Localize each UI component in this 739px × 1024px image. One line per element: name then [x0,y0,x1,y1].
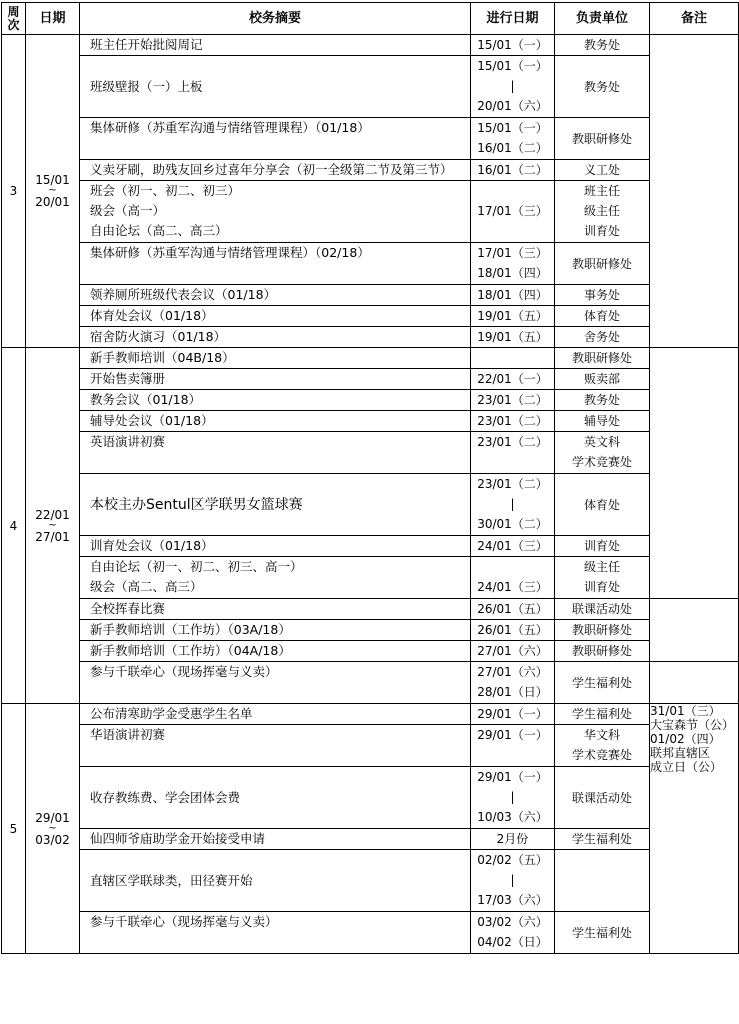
summary-cell [80,411,471,432]
summary-cell-line: 领养厕所班级代表会议（01/18） [90,287,277,302]
unit-cell [555,536,650,557]
header-unit: 负责单位 [555,3,650,35]
summary-cell [80,306,471,327]
unit-cell-line: 贩卖部 [583,372,620,386]
date-cell-line: 23/01（二） [477,414,548,428]
summary-cell-line: 集体研修（苏重军沟通与情绪管理课程）（02/18） [90,245,370,260]
summary-cell [80,725,471,767]
unit-cell-line: 教职研修处 [571,644,632,658]
date-cell-line: 27/01（六） [477,644,548,658]
unit-cell [555,474,650,536]
remark-line: 成立日（公） [650,760,723,774]
unit-cell [555,641,650,662]
week-number: 5 [2,704,26,954]
unit-cell [555,829,650,850]
date-cell [471,348,555,369]
summary-cell-line: 新手教师培训（04B/18） [90,350,235,365]
table-row [2,599,739,620]
date-cell-line: 18/01（四） [477,288,548,302]
unit-cell [555,160,650,181]
unit-cell-line: 训育处 [583,580,620,594]
date-cell-line: 17/01（三） [477,246,548,260]
unit-cell-line: 体育处 [583,497,620,512]
header-row [2,3,739,35]
date-cell-line: 18/01（四） [477,266,548,280]
remark-cell [650,704,739,954]
date-cell-line: 30/01（二） [477,517,548,531]
header-remark: 备注 [650,3,739,35]
unit-cell-line: 体育处 [583,309,620,323]
summary-cell-line: 辅导处会议（01/18） [90,413,214,428]
table-row [2,474,739,536]
date-cell-line: 15/01（一） [477,121,548,135]
remark-cell [650,348,739,599]
date-cell [471,767,555,829]
date-cell-line: 23/01（二） [477,477,548,491]
unit-cell-line: 训育处 [583,224,620,238]
unit-cell-line: 教职研修处 [571,131,632,146]
unit-cell [555,411,650,432]
table-row [2,557,739,599]
date-cell-line: 19/01（五） [477,330,548,344]
date-cell [471,850,555,912]
remark-line: 联邦直辖区 [650,746,711,760]
summary-cell-line: 英语演讲初赛 [90,434,166,449]
date-cell [471,56,555,118]
summary-cell-line: 班主任开始批阅周记 [90,37,203,52]
date-cell-line: 03/02（六） [477,915,548,929]
unit-cell [555,327,650,348]
unit-cell-line: 训育处 [583,539,620,553]
unit-cell-line: 学生福利处 [571,707,632,721]
summary-cell-line: 参与千联牵心（现场挥毫与义卖） [90,914,278,929]
summary-cell-line: 班级壁报（一）上板 [90,78,203,94]
unit-cell [555,285,650,306]
unit-cell [555,369,650,390]
table-row [2,35,739,56]
unit-cell [555,850,650,912]
unit-cell-line: 班主任 [583,184,620,198]
unit-cell [555,725,650,767]
date-cell-line: 27/01（六） [477,665,548,679]
summary-cell-line: 新手教师培训（工作坊）（03A/18） [90,622,291,637]
table-row [2,118,739,160]
remark-line: 01/02（四） [650,732,721,746]
date-cell [471,432,555,474]
summary-cell [80,327,471,348]
date-cell-line: 02/02（五） [477,853,548,867]
unit-cell-line: 华文科 [583,728,620,742]
date-cell-line: | [510,873,515,887]
week-number: 3 [2,35,26,348]
table-row [2,369,739,390]
header-summary: 校务摘要 [80,3,471,35]
week-date-range-end: 20/01 [35,195,70,209]
unit-cell-line: 教职研修处 [571,623,632,637]
date-cell-line: 23/01（二） [477,435,548,449]
week-date-range-end: 27/01 [35,529,70,544]
unit-cell-line: 事务处 [583,288,620,302]
unit-cell [555,599,650,620]
date-cell [471,912,555,954]
unit-cell [555,432,650,474]
date-cell-line [471,348,554,368]
summary-cell-line: 教务会议（01/18） [90,392,202,407]
date-cell [471,599,555,620]
remark-cell [650,35,739,348]
date-cell-line: 17/03（六） [477,893,548,907]
summary-cell [80,474,471,536]
date-cell-line: 24/01（三） [477,580,548,594]
date-cell [471,641,555,662]
unit-cell-line: 联课活动处 [571,602,632,616]
unit-cell [555,912,650,954]
date-cell-line: 29/01（一） [477,770,548,784]
summary-cell-line: 直辖区学联球类，田径赛开始 [90,872,253,888]
unit-cell [555,390,650,411]
date-cell-line: 16/01（二） [477,163,548,177]
summary-cell [80,285,471,306]
remark-cell [650,599,739,662]
unit-cell-line: 教务处 [583,38,620,52]
week-date-range [26,704,80,954]
week-date-range-sep: ~ [48,519,57,531]
date-cell [471,285,555,306]
unit-cell [555,35,650,56]
unit-cell-line: 教务处 [583,393,620,407]
unit-cell [555,56,650,118]
date-cell [471,829,555,850]
summary-cell-line: 义卖牙刷，助残友回乡过喜年分享会（初一全级第二节及第三节） [90,162,453,177]
summary-cell [80,348,471,369]
date-cell-line: | [510,79,515,93]
week-date-range [26,35,80,348]
unit-cell-line: 教职研修处 [571,351,632,365]
header-week-text: 周次 [7,4,20,32]
summary-cell [80,850,471,912]
summary-cell-line: 新手教师培训（工作坊）（04A/18） [90,643,291,658]
unit-cell-line: 义工处 [583,163,620,177]
summary-cell-line: 本校主办Sentul区学联男女篮球赛 [90,496,303,513]
unit-cell-line: 学术竞赛处 [571,748,632,762]
table-row [2,160,739,181]
unit-cell-line: 英文科 [583,435,620,449]
date-cell-line [471,181,554,201]
date-cell [471,181,555,243]
date-cell-line: 26/01（五） [477,602,548,616]
table-row [2,725,739,767]
date-cell [471,474,555,536]
table-row [2,850,739,912]
summary-cell [80,767,471,829]
date-cell [471,411,555,432]
table-row [2,181,739,243]
summary-cell [80,620,471,641]
date-cell [471,704,555,725]
school-schedule-table [1,2,739,954]
summary-cell [80,557,471,599]
date-cell-line [471,557,554,577]
unit-cell-line: 学生福利处 [571,832,632,846]
summary-cell [80,243,471,285]
summary-cell-line: 自由论坛（初一、初二、初三、高一） [90,559,303,574]
date-cell-line: 26/01（五） [477,623,548,637]
table-row [2,411,739,432]
week-number: 4 [2,348,26,704]
date-cell-line: 28/01（日） [477,685,548,699]
summary-cell-line: 集体研修（苏重军沟通与情绪管理课程）（01/18） [90,120,370,135]
table-row [2,704,739,725]
table-row [2,536,739,557]
date-cell-line: 15/01（一） [477,38,548,52]
date-cell-line: 22/01（一） [477,372,548,386]
summary-cell [80,390,471,411]
summary-cell-line: 开始售卖簿册 [90,371,166,386]
week-date-range-end: 03/02 [35,832,70,847]
summary-cell-line: 全校挥春比赛 [90,601,166,616]
summary-cell [80,662,471,704]
summary-cell [80,536,471,557]
table-row [2,662,739,704]
date-cell [471,536,555,557]
table-row [2,641,739,662]
summary-cell [80,118,471,160]
header-date: 日期 [26,3,80,35]
summary-cell-line: 级会（高一） [90,203,166,218]
table-row [2,243,739,285]
unit-cell-line: 学生福利处 [571,925,632,940]
week-date-range-sep: ~ [48,185,57,196]
date-cell [471,327,555,348]
header-week [2,3,26,35]
date-cell-line: 19/01（五） [477,309,548,323]
unit-cell-line: 舍务处 [583,330,620,344]
unit-cell-line: 联课活动处 [571,790,632,805]
summary-cell [80,599,471,620]
unit-cell-line: 教务处 [583,79,620,94]
summary-cell [80,35,471,56]
week-date-range [26,348,80,704]
table-row [2,348,739,369]
date-cell [471,620,555,641]
schedule-body [2,35,739,954]
date-cell-line: 2月份 [496,832,529,846]
week-date-range-sep: ~ [48,822,57,834]
summary-cell-line: 公布清寒助学金受惠学生名单 [90,706,253,721]
unit-cell [555,662,650,704]
summary-cell-line: 训育处会议（01/18） [90,538,214,553]
date-cell-line: 23/01（二） [477,393,548,407]
unit-cell-line: 级主任 [583,560,620,574]
date-cell-line: 15/01（一） [477,59,548,73]
summary-cell [80,369,471,390]
date-cell [471,306,555,327]
table-row [2,285,739,306]
table-row [2,56,739,118]
date-cell [471,243,555,285]
date-cell-line: 10/03（六） [477,810,548,824]
date-cell [471,118,555,160]
summary-cell-line: 参与千联牵心（现场挥毫与义卖） [90,664,278,679]
week-date-range-start: 22/01 [35,507,70,522]
unit-cell [555,348,650,369]
summary-cell-line: 自由论坛（高二、高三） [90,223,228,238]
table-row [2,390,739,411]
date-cell-line: 29/01（一） [477,707,548,721]
date-cell-line: 16/01（二） [477,141,548,155]
summary-cell [80,432,471,474]
date-cell-line: 29/01（一） [477,728,548,742]
table-row [2,620,739,641]
unit-cell [555,243,650,285]
header-proc-date: 进行日期 [471,3,555,35]
remark-line: 大宝森节（公） [650,718,735,732]
unit-cell [555,557,650,599]
summary-cell-line: 体育处会议（01/18） [90,308,214,323]
unit-cell-line: 辅导处 [583,414,620,428]
unit-cell [555,767,650,829]
date-cell [471,725,555,767]
date-cell-line: | [510,790,515,804]
date-cell [471,557,555,599]
week-date-range-start: 15/01 [35,173,70,187]
table-row [2,432,739,474]
date-cell-line [471,221,554,241]
date-cell [471,35,555,56]
table-row [2,829,739,850]
table-row [2,327,739,348]
summary-cell-line: 宿舍防火演习（01/18） [90,329,227,344]
unit-cell-line [555,871,649,891]
unit-cell-line: 级主任 [583,204,620,218]
date-cell [471,662,555,704]
summary-cell-line: 华语演讲初赛 [90,727,166,742]
unit-cell-line: 学术竞赛处 [571,455,632,469]
week-date-range-start: 29/01 [35,810,70,825]
summary-cell [80,160,471,181]
remark-line: 31/01（三） [650,704,721,718]
unit-cell [555,181,650,243]
date-cell-line: 17/01（三） [477,204,548,218]
summary-cell-line: 班会（初一、初二、初三） [90,183,241,198]
date-cell [471,369,555,390]
unit-cell [555,118,650,160]
summary-cell [80,641,471,662]
date-cell-line: 24/01（三） [477,539,548,553]
summary-cell [80,912,471,954]
summary-cell [80,56,471,118]
unit-cell [555,620,650,641]
date-cell-line: 04/02（日） [477,935,548,949]
summary-cell [80,704,471,725]
table-row [2,306,739,327]
unit-cell-line: 教职研修处 [571,256,632,271]
unit-cell [555,704,650,725]
summary-cell-line: 级会（高二、高三） [90,579,203,594]
unit-cell [555,306,650,327]
summary-cell [80,829,471,850]
date-cell-line: 20/01（六） [477,99,548,113]
unit-cell-line: 学生福利处 [571,675,632,690]
date-cell-line [471,452,554,472]
date-cell-line [471,745,554,765]
summary-cell [80,181,471,243]
table-row [2,767,739,829]
remark-cell [650,662,739,704]
date-cell [471,160,555,181]
date-cell [471,390,555,411]
summary-cell-line: 收存教练费、学会团体会费 [90,789,241,805]
date-cell-line: | [510,497,515,511]
table-row [2,912,739,954]
summary-cell-line: 仙四师爷庙助学金开始接受申请 [90,831,266,846]
